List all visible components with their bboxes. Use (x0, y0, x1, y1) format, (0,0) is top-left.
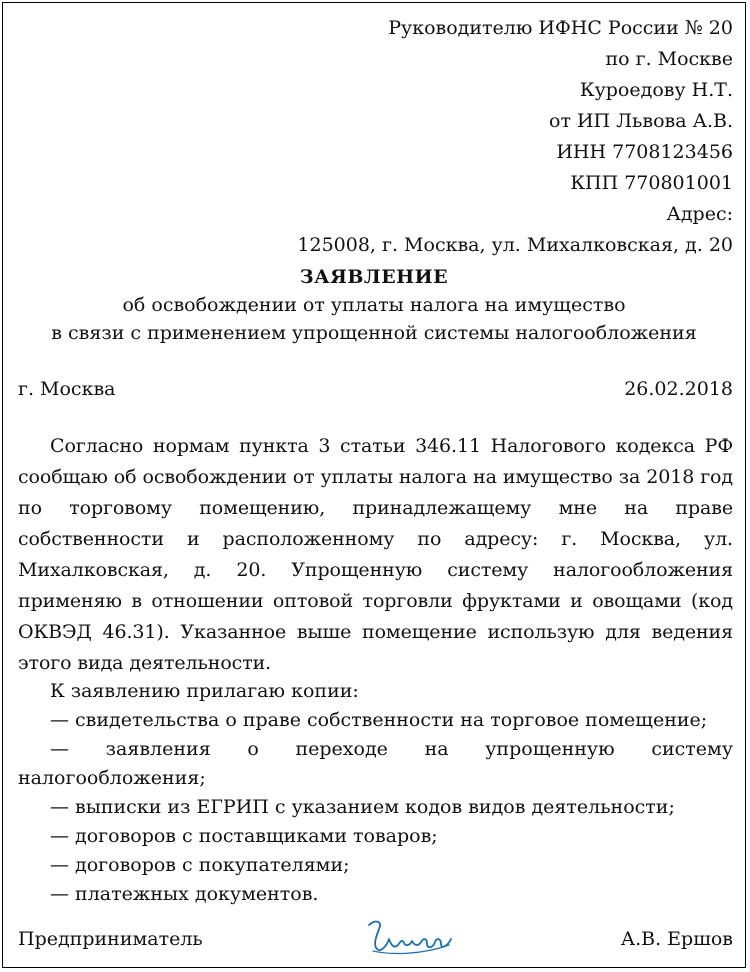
attachment-item: — договоров с поставщиками товаров; (50, 825, 438, 847)
date-text: 26.02.2018 (624, 378, 733, 400)
addressee-line: КПП 770801001 (570, 172, 733, 194)
attachment-item: — свидетельства о праве собственности на торговое помещение; (50, 709, 708, 731)
attachments-list (18, 677, 733, 909)
attachment-item: — договоров с покупателями; (50, 854, 350, 876)
signer-name: А.В. Ершов (620, 928, 733, 950)
document-subtitle-line-1: об освобождении от уплаты налога на имущество (122, 294, 626, 316)
place-date-row (18, 375, 733, 403)
handwritten-signature (361, 915, 457, 959)
attachment-item: — заявления о переходе на упрощенную систему налогообложения; (18, 738, 733, 789)
document-subtitle-line-2: в связи с применением упрощенной системы налогообложения (51, 322, 697, 344)
signer-role: Предприниматель (18, 928, 203, 950)
addressee-line: по г. Москве (605, 48, 733, 70)
document-title: ЗАЯВЛЕНИЕ (299, 266, 449, 288)
addressee-line: Куроедову Н.Т. (579, 79, 733, 101)
body-paragraph: Согласно нормам пункта 3 статьи 346.11 Налогового кодекса РФ сообщаю об освобождении от уплаты налога на имущество за 2018 год по торговому помещению, принадлежащему мне на праве собственности и расположенному по адресу: г. Москва, ул. Михалковская, д. 20. Упрощенную систему налогообложения применяю в отношении оптовой торговли фруктами и овощами (код ОКВЭД 46.31). Указанное выше помещение использую для ведения этого вида деятельности. (18, 435, 733, 674)
addressee-line: Руководителю ИФНС России № 20 (388, 17, 733, 39)
attachment-item: — платежных документов. (50, 883, 319, 905)
addressee-line: от ИП Львова А.В. (549, 110, 733, 132)
addressee-line: ИНН 7708123456 (556, 141, 733, 163)
addressee-line: 125008, г. Москва, ул. Михалковская, д. 20 (297, 234, 733, 256)
place-text: г. Москва (18, 378, 116, 400)
addressee-block (297, 13, 733, 261)
document-heading (3, 263, 745, 347)
addressee-line: Адрес: (666, 203, 733, 225)
document-page (2, 2, 746, 968)
attachment-item: — выписки из ЕГРИП с указанием кодов видов деятельности; (50, 796, 675, 818)
attachments-intro: К заявлению прилагаю копии: (50, 680, 359, 702)
